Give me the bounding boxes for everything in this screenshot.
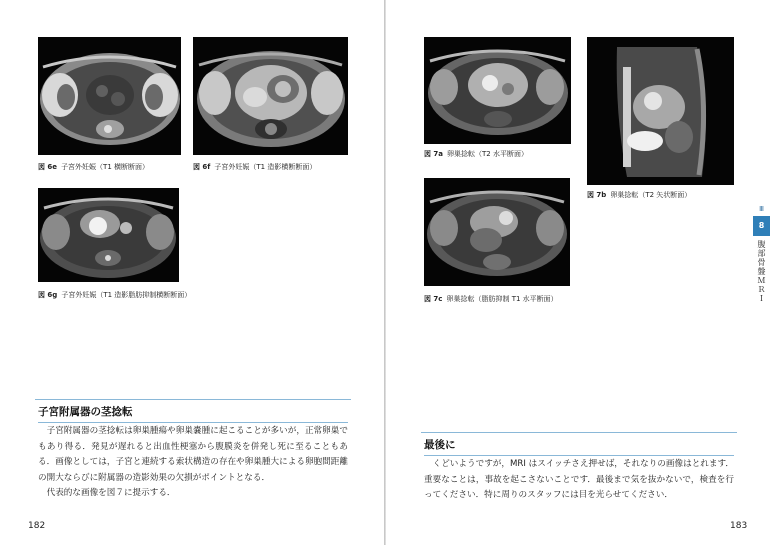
chapter-tab: [753, 205, 770, 303]
figure-6g-caption: 図 6g 子宮外妊娠（T1 造影脂肪抑制横断断面）: [38, 291, 192, 299]
paragraph: くどいようですが，MRI はスイッチさえ押せば，それなりの画像はとれます．重要なことは，事故を起こさないことです．最後まで気を抜かないで，検査を行ってください．特に周りのスタッフには目を光らせてください．: [424, 459, 734, 500]
figure-6g-image: [38, 188, 179, 282]
figure-7a-caption: 図 7a 卵巣捻転（T2 水平断面）: [424, 150, 528, 158]
paragraph: 代表的な画像を図７に提示する．: [46, 488, 176, 498]
section-title-torsion: 子宮附属器の茎捻転: [38, 404, 348, 423]
figure-7c-image: [424, 178, 570, 286]
figure-6e-image: [38, 37, 181, 155]
paragraph: 子宮附属器の茎捻転は卵巣腫瘍や卵巣嚢腫に起こることが多いが，正常卵巣でもあり得る．発見が遅れると出血性梗塞から腹膜炎を併発し死に至ることもある．画像としては，子宮と連続する索状構造の存在や卵巣腫大による卵胞間距離の開大ならびに附属器の造影効果の欠損がポイントとなる．: [38, 426, 348, 483]
page-number-right: 183: [730, 521, 748, 531]
conclusion-body-text: [424, 457, 734, 504]
chapter-label: 腹部骨盤ＭＲＩ: [757, 240, 766, 303]
figure-6e-caption: 図 6e 子宮外妊娠（T1 横断断面）: [38, 163, 150, 171]
page-number-left: 182: [28, 521, 46, 531]
chapter-number: 8: [753, 216, 770, 236]
right-page: [386, 0, 770, 545]
figure-7b-caption: 図 7b 卵巣捻転（T2 矢状断面）: [587, 191, 692, 199]
figure-6f-image: [193, 37, 348, 155]
figure-6f-caption: 図 6f 子宮外妊娠（T1 造影横断断面）: [193, 163, 317, 171]
figure-7a-image: [424, 37, 571, 144]
section-title-conclusion: 最後に: [424, 437, 734, 456]
left-page: [0, 0, 384, 545]
figure-7c-caption: 図 7c 卵巣捻転（脂肪抑制 T1 水平断面）: [424, 295, 558, 303]
figure-7b-image: [587, 37, 734, 185]
part-numeral: Ⅲ: [759, 205, 764, 213]
torsion-body-text: [38, 424, 348, 502]
